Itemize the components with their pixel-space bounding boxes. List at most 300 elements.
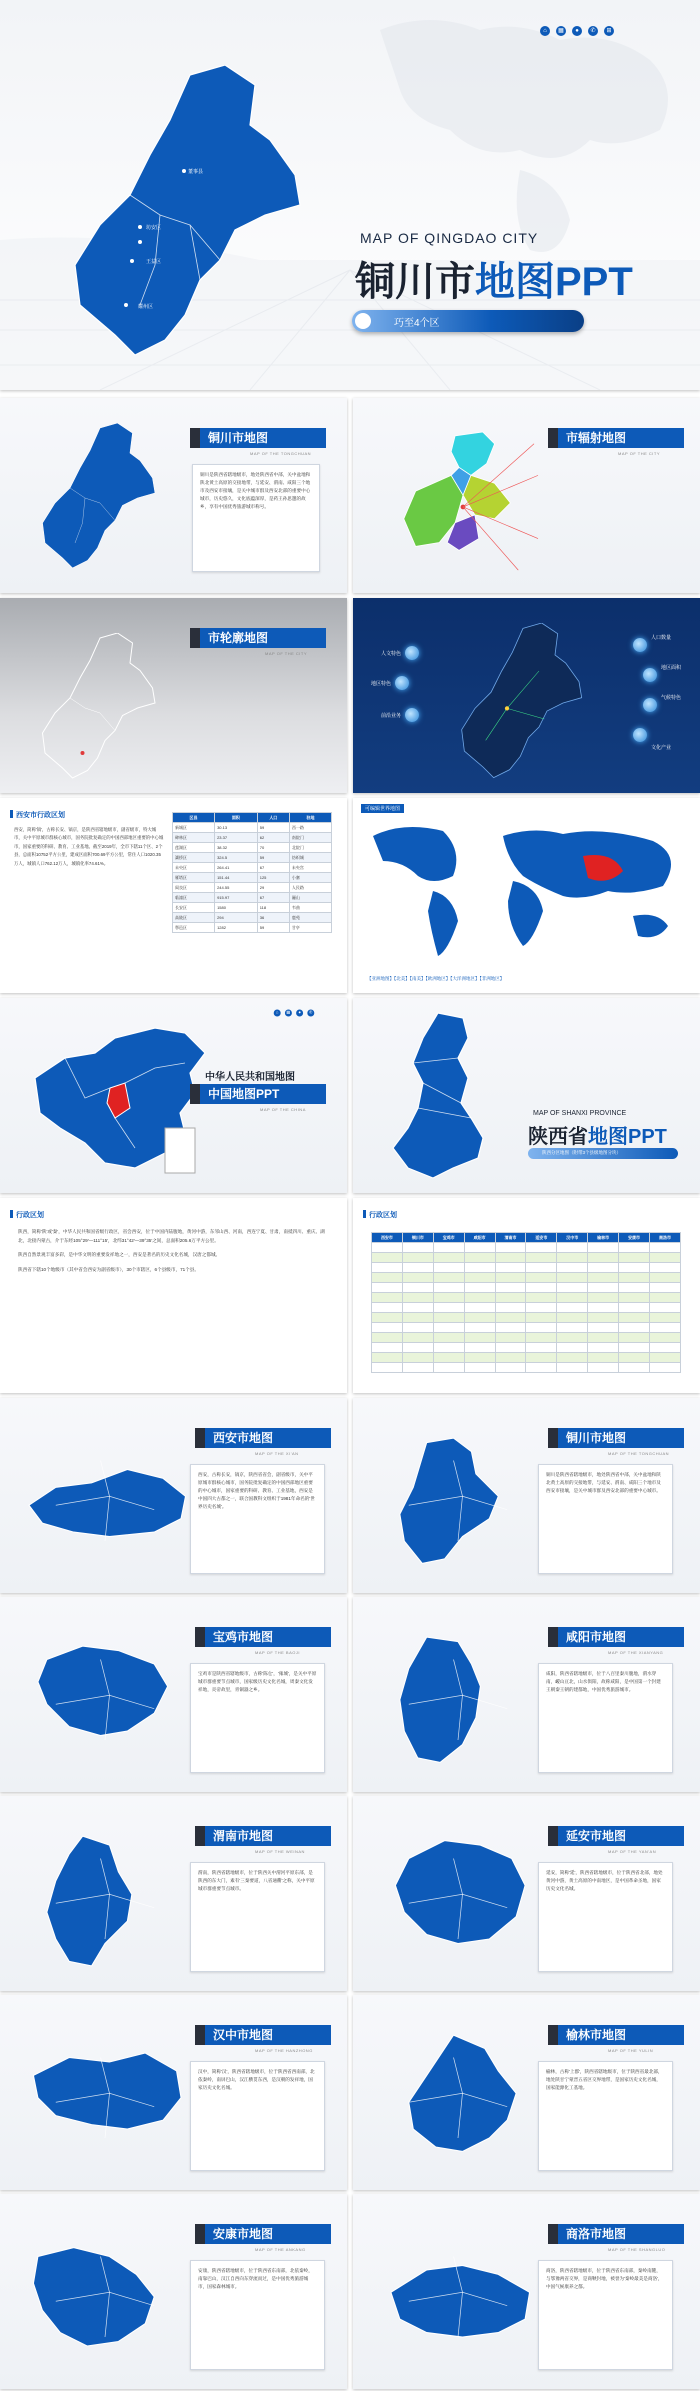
shaanxi-subtitle: MAP OF SHANXI PROVINCE bbox=[533, 1110, 627, 1117]
description-box bbox=[538, 2061, 673, 2171]
intro-text: 西安，简称'镐'，古称长安、镐京，是陕西省辖地级市，副省级市，特大城市，关中平原城市群核心城市，国务院批复确定的中国西部地区重要的中心城市，国家重要的科研、教育、工业基地。截至2019年，全市下辖11个区、2个县，总面积10752平方公里，建成区面积700.69平方公里，常住人口1020.35万人，城镇人口762.12万人，城镇化率74.61%。 bbox=[14, 827, 164, 866]
table-cell bbox=[433, 1363, 464, 1373]
cart-icon[interactable]: ⊞ bbox=[604, 26, 614, 36]
chart-icon[interactable]: ▦ bbox=[286, 1010, 291, 1016]
table-cell bbox=[372, 1323, 403, 1333]
slide-title: 市轮廓地图 bbox=[200, 628, 326, 648]
table-cell: 244.55 bbox=[215, 883, 258, 893]
slide-title: 安康市地图 bbox=[205, 2224, 331, 2244]
world-map bbox=[363, 816, 693, 966]
table-cell bbox=[495, 1243, 526, 1253]
slide-shaanxi-cover bbox=[353, 998, 700, 1193]
table-cell bbox=[650, 1323, 681, 1333]
table-cell: 甘亭 bbox=[289, 923, 331, 933]
paragraph: 陕西自然景观丰富多彩，是中华文明的重要发祥地之一，西安是著名的历史文化名城，汉唐之都城。 bbox=[18, 1252, 221, 1258]
table-cell bbox=[526, 1333, 557, 1343]
city-map bbox=[373, 1627, 543, 1777]
cover-label-4: 耀州区 bbox=[138, 304, 154, 310]
table-cell bbox=[557, 1283, 588, 1293]
tech-label: 文化产业 bbox=[651, 745, 672, 751]
table-cell bbox=[433, 1243, 464, 1253]
city-map-slide bbox=[0, 1398, 347, 1593]
table-cell bbox=[588, 1333, 619, 1343]
shaanxi-title-a: 陕西省 bbox=[528, 1126, 588, 1148]
description-text: 渭南，陕西省辖地级市，位于陕西关中渭河平原东部，是陕西的东大门，素有'三秦要道，八省通衢'之称，关中平原城市群重要节点城市。 bbox=[198, 1870, 315, 1891]
city-map-slide bbox=[0, 2194, 347, 2389]
table-cell bbox=[557, 1343, 588, 1353]
table-cell bbox=[433, 1293, 464, 1303]
table-cell bbox=[402, 1293, 433, 1303]
table-cell bbox=[372, 1253, 403, 1263]
table-cell: 38.32 bbox=[215, 843, 258, 853]
table-cell bbox=[372, 1263, 403, 1273]
table-cell bbox=[588, 1363, 619, 1373]
table-cell bbox=[650, 1253, 681, 1263]
table-cell bbox=[650, 1243, 681, 1253]
table-cell bbox=[464, 1253, 495, 1263]
table-cell bbox=[588, 1283, 619, 1293]
table-cell: 23.37 bbox=[215, 833, 258, 843]
slide-subtitle: MAP OF THE TONGCHUAN bbox=[250, 451, 312, 456]
table-cell bbox=[495, 1343, 526, 1353]
table-cell bbox=[402, 1283, 433, 1293]
table-header: 商洛市 bbox=[650, 1233, 681, 1243]
chart-icon[interactable]: ▦ bbox=[556, 26, 566, 36]
slide-subtitle: MAP OF THE CITY bbox=[618, 451, 661, 456]
table-cell bbox=[588, 1323, 619, 1333]
cover-slide bbox=[0, 0, 700, 390]
city-map-slide bbox=[0, 1597, 347, 1792]
cover-tag bbox=[352, 310, 584, 332]
slide-xian-admin bbox=[0, 798, 347, 993]
tongchuan-map bbox=[30, 423, 170, 573]
table-row bbox=[372, 1253, 681, 1263]
slide-subtitle: MAP OF THE WEINAN bbox=[255, 1849, 305, 1854]
table-cell: 碑林区 bbox=[173, 833, 215, 843]
slide-subtitle: MAP OF THE XI'AN bbox=[255, 1451, 299, 1456]
user-icon[interactable]: ● bbox=[572, 26, 582, 36]
paragraph: 陕西，简称'陕'或'秦'，中华人民共和国省级行政区，省会西安，位于中国内陆腹地，黄河中游，东邻山西、河南，西连宁夏、甘肃，南抵四川、重庆、湖北，北接内蒙古，介于东经105°29′—111°15′，北纬31°42′—39°35′之间，总面积205.6万平方公里。 bbox=[18, 1229, 325, 1243]
tech-node[interactable] bbox=[395, 676, 409, 690]
city-map-slide bbox=[353, 1398, 700, 1593]
slide-title: 市辐射地图 bbox=[558, 428, 684, 448]
table-cell bbox=[588, 1243, 619, 1253]
table-header: 铜川市 bbox=[402, 1233, 433, 1243]
table-cell: 29 bbox=[257, 883, 289, 893]
table-cell bbox=[495, 1303, 526, 1313]
table-cell bbox=[372, 1243, 403, 1253]
description-box bbox=[192, 464, 320, 572]
table-cell bbox=[619, 1363, 650, 1373]
phone-icon[interactable]: ✆ bbox=[309, 1010, 313, 1016]
table-cell bbox=[402, 1353, 433, 1363]
table-header: 汉中市 bbox=[557, 1233, 588, 1243]
table-cell: 30.13 bbox=[215, 823, 258, 833]
shaanxi-tag bbox=[528, 1148, 678, 1159]
table-cell: 59 bbox=[257, 853, 289, 863]
slide-title: 铜川市地图 bbox=[558, 1428, 684, 1448]
table-cell: 新城区 bbox=[173, 823, 215, 833]
tech-map bbox=[443, 623, 603, 783]
slide-subtitle: MAP OF THE HANZHONG bbox=[255, 2048, 313, 2053]
table-header: 面积 bbox=[215, 813, 258, 823]
table-cell bbox=[433, 1343, 464, 1353]
table-cell bbox=[557, 1353, 588, 1363]
table-cell bbox=[588, 1313, 619, 1323]
description-text: 西安，古称长安，镐京，陕西省省会，副省级市，关中平原城市群核心城市，国务院批复确定的中国西部地区重要的中心城市，国家重要的科研、教育、工业基地，西安是中国四大古都之一，联合国教科文组织于1981年命名的'世界历史名城'。 bbox=[198, 1472, 315, 1509]
table-row bbox=[173, 883, 332, 893]
description-text: 汉中，简称'汉'，陕西省辖地级市，位于陕西省西南部，北依秦岭，南屏巴山，汉江横贯东西，是汉朝的发祥地，国家历史文化名城。 bbox=[198, 2069, 315, 2090]
tech-node[interactable] bbox=[633, 728, 647, 742]
table-cell: 临潼区 bbox=[173, 893, 215, 903]
table-cell: 鄠邑区 bbox=[173, 923, 215, 933]
slide-title: 延安市地图 bbox=[558, 1826, 684, 1846]
city-map bbox=[373, 1826, 543, 1976]
description-text: 铜川是陕西省辖地级市，地处陕西省中部，关中盆地和陕北黄土高原的交接地带，与延安、渭南、咸阳三个地市及西安市接壤，是关中城市群及西安北部的重要中心城市。 bbox=[546, 1472, 661, 1493]
china-title: 中国地图PPT bbox=[200, 1084, 326, 1104]
table-cell bbox=[433, 1263, 464, 1273]
table-cell bbox=[464, 1243, 495, 1253]
outline-map bbox=[30, 633, 170, 783]
cover-title bbox=[355, 250, 633, 307]
slide-title: 渭南市地图 bbox=[205, 1826, 331, 1846]
description-text: 榆林，古称'上郡'，陕西省辖地级市，位于陕西省最北部，地处陕甘宁蒙晋五省区交界地带，是国家历史文化名城，国家能源化工基地。 bbox=[546, 2069, 663, 2090]
description-box bbox=[190, 1663, 325, 1773]
city-map bbox=[20, 1428, 190, 1578]
description-box bbox=[538, 2260, 673, 2370]
description-text: 咸阳，陕西省辖地级市，位于八百里秦川腹地，渭水穿南，嵕山亘北，山水俱阳，故称咸阳，是中国第一个封建王朝秦王朝的建都地，中国优秀旅游城市。 bbox=[546, 1671, 661, 1692]
map-icon[interactable]: ⌂ bbox=[540, 26, 550, 36]
table-cell: 324.5 bbox=[215, 853, 258, 863]
table-row bbox=[372, 1333, 681, 1343]
table-row bbox=[372, 1293, 681, 1303]
table-cell bbox=[495, 1293, 526, 1303]
table-cell: 小寨 bbox=[289, 873, 331, 883]
description-box bbox=[538, 1464, 673, 1574]
city-map-slide bbox=[353, 1995, 700, 2190]
table-cell bbox=[619, 1273, 650, 1283]
slide-subtitle: MAP OF THE XIANYANG bbox=[608, 1650, 664, 1655]
table-row bbox=[372, 1343, 681, 1353]
slide-title: 西安市地图 bbox=[205, 1428, 331, 1448]
table-cell bbox=[619, 1353, 650, 1363]
table-cell bbox=[526, 1363, 557, 1373]
table-cell bbox=[557, 1263, 588, 1273]
table-cell: 1282 bbox=[215, 923, 258, 933]
table-cell bbox=[402, 1313, 433, 1323]
table-cell bbox=[372, 1353, 403, 1363]
tech-node[interactable] bbox=[633, 638, 647, 652]
table-cell bbox=[433, 1313, 464, 1323]
table-cell bbox=[588, 1353, 619, 1363]
city-map bbox=[20, 2025, 190, 2175]
table-row bbox=[173, 843, 332, 853]
table-cell bbox=[619, 1313, 650, 1323]
table-cell bbox=[619, 1283, 650, 1293]
table-row bbox=[173, 893, 332, 903]
table-cell: 西一路 bbox=[289, 823, 331, 833]
radiation-map bbox=[383, 428, 543, 578]
table-cell bbox=[372, 1293, 403, 1303]
table-cell bbox=[588, 1343, 619, 1353]
table-row bbox=[173, 913, 332, 923]
city-map bbox=[20, 2224, 190, 2374]
table-cell bbox=[526, 1353, 557, 1363]
table-header: 区县 bbox=[173, 813, 215, 823]
table-row bbox=[173, 833, 332, 843]
china-title-small: 中华人民共和国地图 bbox=[205, 1072, 295, 1083]
table-cell: 67 bbox=[257, 863, 289, 873]
table-cell: 59 bbox=[257, 823, 289, 833]
tech-label: 前沿业务 bbox=[381, 713, 402, 719]
table-header: 人口 bbox=[257, 813, 289, 823]
table-cell bbox=[650, 1353, 681, 1363]
phone-icon[interactable]: ✆ bbox=[588, 26, 598, 36]
slide-title: 榆林市地图 bbox=[558, 2025, 684, 2045]
description-box bbox=[190, 1862, 325, 1972]
table-cell: 灞桥区 bbox=[173, 853, 215, 863]
table-header: 宝鸡市 bbox=[433, 1233, 464, 1243]
table-cell bbox=[495, 1333, 526, 1343]
table-row bbox=[372, 1363, 681, 1373]
slide-radiation bbox=[353, 398, 700, 593]
table-cell bbox=[650, 1313, 681, 1323]
table-cell bbox=[495, 1323, 526, 1333]
description-box bbox=[190, 2061, 325, 2171]
shaanxi-map bbox=[383, 1008, 493, 1188]
description-text: 铜川是陕西省辖地级市，地处陕西省中部，关中盆地和陕北黄土高原的交接地带，与延安、渭南、咸阳三个地市及西安市接壤，是关中城市群及西安北部的重要中心城市，历史悠久，文化底蕴深厚，是药王孙思邈的故乡，享有中国优秀旅游城市称号。 bbox=[200, 472, 311, 509]
table-cell: 南院门 bbox=[289, 833, 331, 843]
description-box bbox=[190, 1464, 325, 1574]
table-cell bbox=[464, 1273, 495, 1283]
table-cell bbox=[402, 1333, 433, 1343]
city-map-slide bbox=[353, 1597, 700, 1792]
section-heading: 西安市行政区划 bbox=[10, 810, 65, 820]
table-cell: 人民路 bbox=[289, 883, 331, 893]
cover-icons bbox=[540, 26, 614, 36]
table-cell bbox=[372, 1273, 403, 1283]
table-row bbox=[372, 1303, 681, 1313]
china-icons bbox=[274, 1010, 315, 1017]
table-cell bbox=[557, 1293, 588, 1303]
table-cell bbox=[402, 1343, 433, 1353]
table-cell bbox=[464, 1353, 495, 1363]
table-cell bbox=[650, 1363, 681, 1373]
tech-label: 地区面积 bbox=[661, 665, 682, 671]
table-cell: 高陵区 bbox=[173, 913, 215, 923]
table-cell bbox=[557, 1313, 588, 1323]
table-cell bbox=[526, 1273, 557, 1283]
table-cell bbox=[619, 1333, 650, 1343]
map-icon[interactable]: ⌂ bbox=[274, 1010, 281, 1017]
table-cell: 骊山 bbox=[289, 893, 331, 903]
table-cell: 36 bbox=[257, 913, 289, 923]
world-head: 可编辑世界地图 bbox=[361, 804, 404, 813]
tech-label: 地区特色 bbox=[371, 681, 392, 687]
table-cell bbox=[495, 1313, 526, 1323]
table-cell bbox=[464, 1323, 495, 1333]
table-cell bbox=[433, 1253, 464, 1263]
table-cell: 62 bbox=[257, 833, 289, 843]
city-map-slide bbox=[353, 2194, 700, 2389]
table-cell bbox=[464, 1293, 495, 1303]
table-cell: 264.41 bbox=[215, 863, 258, 873]
table-cell bbox=[650, 1283, 681, 1293]
table-row bbox=[173, 853, 332, 863]
table-cell bbox=[526, 1263, 557, 1273]
table-cell: 67 bbox=[257, 893, 289, 903]
table-cell bbox=[464, 1343, 495, 1353]
table-row bbox=[372, 1283, 681, 1293]
table-cell bbox=[433, 1273, 464, 1283]
table-row bbox=[372, 1353, 681, 1363]
tech-node[interactable] bbox=[405, 708, 419, 722]
cover-map bbox=[60, 65, 320, 365]
table-row bbox=[372, 1273, 681, 1283]
table-cell: 70 bbox=[257, 843, 289, 853]
table-cell: 151.44 bbox=[215, 873, 258, 883]
slide-subtitle: MAP OF THE CHINA bbox=[260, 1107, 306, 1112]
table-cell: 未央区 bbox=[173, 863, 215, 873]
slide-world-map bbox=[353, 798, 700, 993]
shaanxi-tag-text: 陕西分区地图（附带3个县级地图分块） bbox=[542, 1150, 622, 1155]
table-cell: 未央宫 bbox=[289, 863, 331, 873]
table-cell bbox=[619, 1243, 650, 1253]
city-map bbox=[373, 2224, 543, 2374]
table-row bbox=[372, 1323, 681, 1333]
table-cell bbox=[464, 1283, 495, 1293]
slide-title: 咸阳市地图 bbox=[558, 1627, 684, 1647]
tech-node[interactable] bbox=[405, 646, 419, 660]
paragraph: 陕西省下辖10个地级市（其中省会西安为副省级市），30个市辖区，6个县级市，71个县。 bbox=[18, 1266, 199, 1272]
table-row bbox=[173, 823, 332, 833]
table-cell bbox=[619, 1343, 650, 1353]
tech-node[interactable] bbox=[643, 698, 657, 712]
tech-node[interactable] bbox=[643, 668, 657, 682]
table-cell bbox=[464, 1313, 495, 1323]
shaanxi-title-b: 地图PPT bbox=[588, 1126, 667, 1148]
table-cell bbox=[650, 1303, 681, 1313]
table-body bbox=[173, 823, 332, 933]
table-cell bbox=[372, 1313, 403, 1323]
city-map-slide bbox=[353, 1796, 700, 1991]
table-header: 延安市 bbox=[526, 1233, 557, 1243]
table-cell bbox=[402, 1273, 433, 1283]
section-heading: 行政区划 bbox=[10, 1210, 44, 1220]
table-cell bbox=[588, 1253, 619, 1263]
slide-subtitle: MAP OF THE SHANGLUO bbox=[608, 2247, 666, 2252]
table-cell bbox=[464, 1363, 495, 1373]
slide-subtitle: MAP OF THE ANKANG bbox=[255, 2247, 306, 2252]
table-cell: 长安区 bbox=[173, 903, 215, 913]
table-cell bbox=[557, 1273, 588, 1283]
description-text: 宝鸡市是陕西省辖地级市，古称'陈仓'，'雍城'，是关中平原城市群重要节点城市，国家级历史文化名城，周秦文化发祥地，炎帝故里，青铜器之乡。 bbox=[198, 1671, 317, 1692]
table-cell bbox=[372, 1333, 403, 1343]
table-cell bbox=[526, 1253, 557, 1263]
table-cell: 118 bbox=[257, 903, 289, 913]
table-cell: 莲湖区 bbox=[173, 843, 215, 853]
table-cell bbox=[619, 1293, 650, 1303]
table-cell bbox=[588, 1273, 619, 1283]
slide-subtitle: MAP OF THE BAOJI bbox=[255, 1650, 300, 1655]
table-cell bbox=[433, 1333, 464, 1343]
table-cell bbox=[526, 1243, 557, 1253]
user-icon[interactable]: ● bbox=[296, 1010, 303, 1017]
slide-subtitle: MAP OF THE TONGCHUAN bbox=[608, 1451, 670, 1456]
slide-tech-map bbox=[353, 598, 700, 793]
table-cell bbox=[650, 1343, 681, 1353]
table-row bbox=[372, 1313, 681, 1323]
shaanxi-title bbox=[528, 1120, 667, 1149]
table-cell bbox=[402, 1253, 433, 1263]
table-cell bbox=[526, 1343, 557, 1353]
table-cell bbox=[619, 1263, 650, 1273]
cover-title-b: 地图PPT bbox=[475, 260, 633, 304]
table-cell bbox=[557, 1303, 588, 1313]
table-cell bbox=[619, 1253, 650, 1263]
table-header: 渭南市 bbox=[495, 1233, 526, 1243]
city-map bbox=[20, 1826, 190, 1976]
table-cell bbox=[557, 1243, 588, 1253]
cover-tag-dot bbox=[355, 313, 371, 329]
tech-label: 气候特色 bbox=[661, 695, 682, 701]
slide-shaanxi-admin bbox=[0, 1198, 347, 1393]
table-row bbox=[173, 903, 332, 913]
table-cell: 59 bbox=[257, 923, 289, 933]
table-row bbox=[372, 1263, 681, 1273]
description-box bbox=[538, 1862, 673, 1972]
table-row bbox=[173, 873, 332, 883]
description-text: 商洛，陕西省辖地级市，位于陕西省东南部，秦岭南麓，与鄂豫两省交界，是商鞅封地，被誉为'秦岭最美是商洛'，中国气候康养之都。 bbox=[546, 2268, 663, 2289]
slide-subtitle: MAP OF THE YAN'AN bbox=[608, 1849, 657, 1854]
slide-title: 商洛市地图 bbox=[558, 2224, 684, 2244]
table-cell bbox=[650, 1273, 681, 1283]
table-cell bbox=[588, 1293, 619, 1303]
table-cell bbox=[526, 1283, 557, 1293]
table-cell bbox=[495, 1283, 526, 1293]
table-cell bbox=[557, 1253, 588, 1263]
description-text: 安康，陕西省辖地级市，位于陕西省东南部，北依秦岭，南靠巴山，汉江自西向东穿流而过，是中国优秀旅游城市，国家森林城市。 bbox=[198, 2268, 313, 2289]
table-cell bbox=[372, 1283, 403, 1293]
slide-shaanxi-table bbox=[353, 1198, 700, 1393]
tech-label: 人文特色 bbox=[381, 651, 402, 657]
cover-tag-text: 巧至4个区 bbox=[394, 318, 440, 329]
table-cell bbox=[650, 1333, 681, 1343]
table-cell: 雁塔区 bbox=[173, 873, 215, 883]
cover-label-2: 坊安区 bbox=[146, 225, 162, 231]
table-cell: 294 bbox=[215, 913, 258, 923]
table-cell bbox=[433, 1303, 464, 1313]
city-map-slide bbox=[0, 1796, 347, 1991]
cover-title-a: 铜川市 bbox=[355, 260, 475, 304]
table-cell bbox=[526, 1323, 557, 1333]
table-cell bbox=[557, 1363, 588, 1373]
table-cell bbox=[402, 1303, 433, 1313]
table-cell bbox=[433, 1323, 464, 1333]
description-text: 延安，简称'延'，陕西省辖地级市，位于陕西省北部，地处黄河中游，黄土高原的中南地区，是中国革命圣地，国家历史文化名城。 bbox=[546, 1870, 663, 1891]
table-header: 榆林市 bbox=[588, 1233, 619, 1243]
table-cell bbox=[557, 1323, 588, 1333]
section-heading: 行政区划 bbox=[363, 1210, 397, 1220]
table-cell bbox=[650, 1263, 681, 1273]
cover-label-3: 王益区 bbox=[146, 259, 162, 265]
table-cell bbox=[402, 1243, 433, 1253]
table-cell bbox=[588, 1263, 619, 1273]
table-cell bbox=[650, 1293, 681, 1303]
city-map-slide bbox=[0, 1995, 347, 2190]
table-cell bbox=[495, 1253, 526, 1263]
slide-china bbox=[0, 998, 347, 1193]
